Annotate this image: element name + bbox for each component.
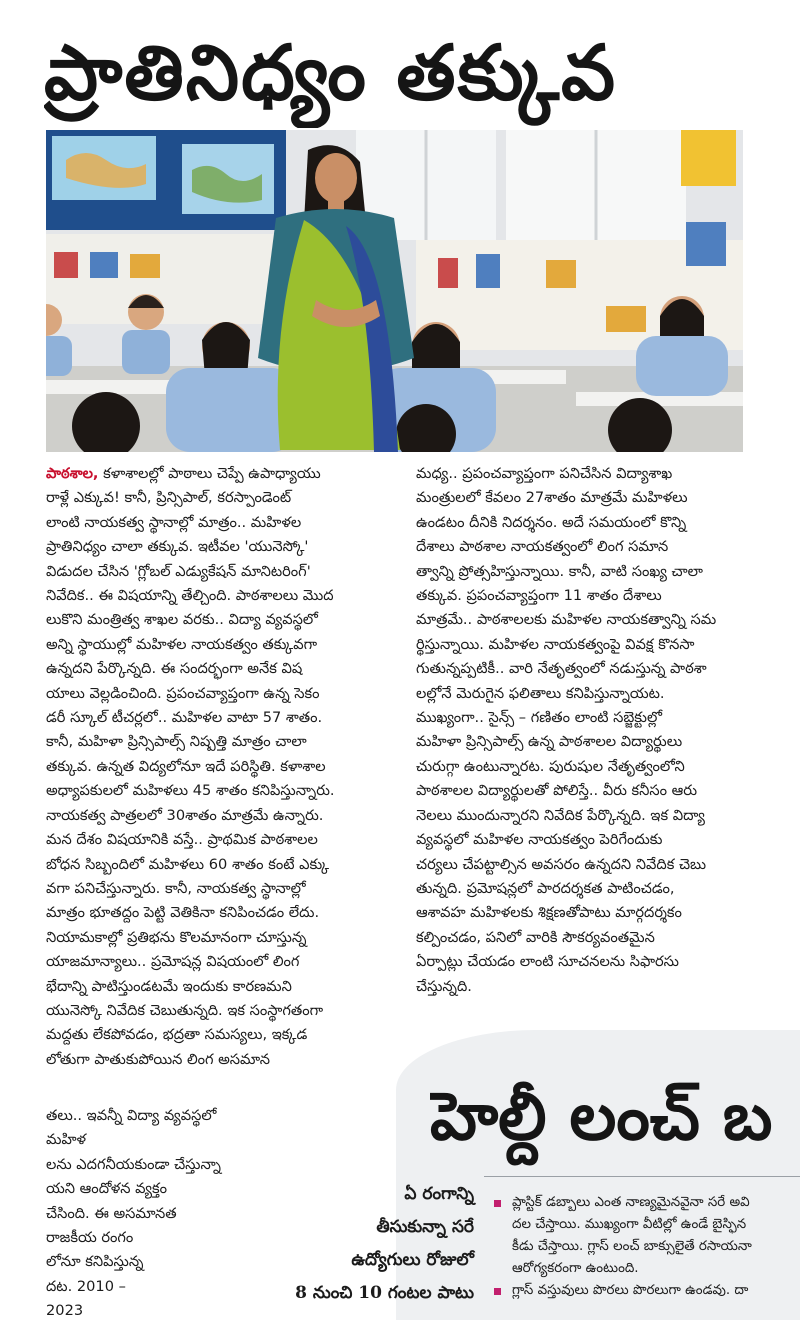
article-line: మన దేశం విషయానికి వస్తే.. ప్రాథమిక పాఠశాలల (46, 831, 318, 849)
article-line: వ్యవస్థలో మహిళల నాయకత్వం పెరిగేందుకు (416, 831, 663, 849)
bullet-item (490, 1192, 800, 1280)
article-line: యాజమాన్యాలు.. ప్రమోషన్ల విషయంలో లింగ (46, 953, 300, 971)
dateline: పాఠశాల, (46, 465, 99, 482)
article-line: లల్లోనే మెరుగైన ఫలితాలు కనిపిస్తున్నాయట. (416, 684, 665, 702)
article-line: మధ్య.. ప్రపంచవ్యాప్తంగా పనిచేసిన విద్యాశాఖ (416, 465, 673, 482)
article-line: మంత్రులలో కేవలం 27శాతం మాత్రమే మహిళలు (416, 489, 688, 507)
article-line: చేస్తున్నది. (416, 977, 472, 995)
article-line: ర్థిస్తున్నాయి. మహిళల నాయకత్వంపై వివక్ష కొనసా (416, 635, 695, 653)
classroom-photo (46, 130, 743, 452)
article-line: డరీ స్కూల్ టీచర్లలో.. మహిళల వాటా 57 శాతం. (46, 709, 323, 727)
article-line: ముఖ్యంగా.. సైన్స్ – గణితం లాంటి సబ్జెక్టుల్లో (416, 709, 662, 727)
bullet-line: కీడు చేస్తాయి. గ్లాస్ లంచ్ బాక్సులైతే రసాయనా (512, 1239, 752, 1254)
article-line: నివేదిక.. ఈ విషయాన్ని తేల్చింది. పాఠశాలలు మొద (46, 587, 334, 605)
article-line: నియామకాల్లో ప్రతిభను కొలమానంగా చూస్తున్న (46, 928, 307, 946)
article-line: 2023 (46, 1302, 84, 1320)
article-line: మద్దతు లేకపోవడం, భద్రతా సమస్యలు, ఇక్కడ (46, 1026, 308, 1044)
article-line: కల్పించడం, పనిలో వారికి సౌకర్యవంతమైన (416, 928, 655, 946)
kicker-line: ఉద్యోగులు రోజులో (351, 1250, 474, 1270)
kicker-line: ఏ రంగాన్ని (404, 1184, 474, 1204)
article-line: లుకొని మంత్రిత్వ శాఖల వరకు.. విద్యా వ్యవస్థలో (46, 611, 318, 629)
article-line: రాళ్లే ఎక్కువ! కానీ, ప్రిన్సిపాల్, కరస్పాండెంట్ (46, 489, 292, 507)
article-line: భేదాన్ని పాటిస్తుండటమే ఇందుకు కారణమని (46, 977, 292, 995)
article-line: తక్కువ. ఉన్నత విద్యలోనూ ఇదే పరిస్థితి. కళాశాల (46, 757, 326, 775)
article-line: ఉండటం దీనికి నిదర్శనం. అదే సమయంలో కొన్ని (416, 513, 687, 531)
article-line: తలు.. ఇవన్నీ విద్యా వ్యవస్థలో మహిళ (46, 1107, 217, 1149)
second-story-headline: హెల్దీ లంచ్ బ (430, 1077, 773, 1155)
article-line: పాఠశాలల విద్యార్థులతో పోలిస్తే.. వీరు కనీసం ఆరు (416, 782, 698, 800)
article-line: లోనూ కనిపిస్తున్న (46, 1253, 144, 1271)
kicker-line: 8 నుంచి 10 గంటల పాటు (295, 1283, 474, 1303)
bullet-marker-icon (494, 1288, 501, 1295)
article-line: అధ్యాపకులలో మహిళలు 45 శాతం కనిపిస్తున్నారు. (46, 782, 335, 800)
article-line: అన్ని స్థాయుల్లో మహిళల నాయకత్వం తక్కువగా (46, 635, 318, 653)
headline: ప్రాతినిధ్యం తక్కువ (44, 28, 618, 117)
article-line: చురుగ్గా ఉంటున్నారట. పురుషుల నేతృత్వంలోని (416, 757, 685, 775)
second-story-bullets (490, 1192, 800, 1302)
divider (484, 1176, 800, 1177)
article-line: ప్రాతినిధ్యం చాలా తక్కువ. ఇటీవల 'యునెస్కో' (46, 538, 309, 556)
article-line: దేశాలు పాఠశాల నాయకత్వంలో లింగ సమాన (416, 538, 669, 556)
kicker-line: తీసుకున్నా సరే (376, 1217, 474, 1237)
bullet-marker-icon (494, 1200, 501, 1207)
article-line: చర్యలు చేపట్టాల్సిన అవసరం ఉన్నదని నివేదిక చెబు (416, 855, 707, 873)
article-line: విడుదల చేసిన 'గ్లోబల్ ఎడ్యుకేషన్ మానిటరింగ్' (46, 562, 311, 580)
article-line: మాత్రం భూతద్దం పెట్టి వెతికినా కనిపించడం లేదు. (46, 904, 320, 922)
article-line: చేసింది. ఈ అసమానత (46, 1204, 177, 1222)
article-line: నాయకత్వ పాత్రలలో 30శాతం మాత్రమే ఉన్నారు. (46, 806, 324, 824)
article-line: లోతుగా పాతుకుపోయిన లింగ అసమాన (46, 1050, 270, 1068)
article-line: ఏర్పాట్లు చేయడం లాంటి సూచనలను సిఫారసు (416, 953, 679, 971)
bullet-line: ఆరోగ్యకరంగా ఉంటుంది. (512, 1261, 639, 1276)
article-line-text: కళాశాలల్లో పాఠాలు చెప్పే ఉపాధ్యాయు (103, 465, 321, 482)
article-line: దట. 2010 – (46, 1277, 126, 1295)
article-line: వగా పనిచేస్తున్నారు. కానీ, నాయకత్వ స్థానాల్లో (46, 879, 306, 897)
article-line: బోధన సిబ్బందిలో మహిళలు 60 శాతం కంటే ఎక్కు (46, 855, 329, 873)
article-line: తున్నది. ప్రమోషన్లలో పారదర్శకత పాటించడం, (416, 879, 675, 897)
article-line: మాత్రమే.. పాఠశాలలకు మహిళల నాయకత్వాన్ని సమ (416, 611, 717, 629)
bullet-item (490, 1280, 800, 1302)
article-line: ఉన్నదని పేర్కొన్నది. ఈ సందర్భంగా అనేక విష (46, 660, 303, 678)
article-line: తక్కువ. ప్రపంచవ్యాప్తంగా 11 శాతం దేశాలు (416, 587, 662, 605)
article-line: కానీ, మహిళా ప్రిన్సిపాల్స్ నిష్పత్తి మాత్రం చాలా (46, 733, 307, 751)
article-line: గుతున్నప్పటికీ.. వారి నేతృత్వంలో నడుస్తున్న పాఠశా (416, 660, 707, 678)
article-line: త్వాన్ని ప్రోత్సహిస్తున్నాయి. కానీ, వాటి సంఖ్య చాలా (416, 562, 703, 580)
article-column-left (46, 462, 412, 1072)
article-line: నెలలు ముందున్నారని నివేదిక పేర్కొన్నది. ఇక విద్యా (416, 806, 705, 824)
bullet-line: దల చేస్తాయి. ముఖ్యంగా వీటిల్లో ఉండే బైస్ఫిన (512, 1217, 747, 1232)
bullet-line: గ్లాస్ వస్తువులు పొరలు పొరలుగా ఉండవు. దా (512, 1283, 749, 1298)
classroom-illustration (46, 130, 743, 452)
article-line: ఆశావహ మహిళలకు శిక్షణతోపాటు మార్గదర్శకం (416, 904, 682, 922)
second-story-kicker (210, 1178, 474, 1310)
article-line: లాంటి నాయకత్వ స్థానాల్లో మాత్రం.. మహిళల (46, 513, 302, 531)
article-line: లను ఎదగనీయకుండా చేస్తున్నా (46, 1155, 221, 1173)
article-line: యాలు వెల్లడించింది. ప్రపంచవ్యాప్తంగా ఉన్న సెకం (46, 684, 320, 702)
article-line: యునెస్కో నివేదిక చెబుతున్నది. ఇక సంస్థాగతంగా (46, 1001, 324, 1019)
article-column-right (416, 462, 768, 999)
bullet-line: ప్లాస్టిక్ డబ్బాలు ఎంత నాణ్యమైనవైనా సరే అవి (512, 1195, 750, 1210)
article-line: రాజకీయ రంగం (46, 1229, 134, 1247)
article-line: మహిళా ప్రిన్సిపాల్స్ ఉన్న పాఠశాలల విద్యార్థులు (416, 733, 683, 751)
article-line: యని ఆందోళన వ్యక్తం (46, 1180, 168, 1198)
article-line (46, 462, 412, 486)
